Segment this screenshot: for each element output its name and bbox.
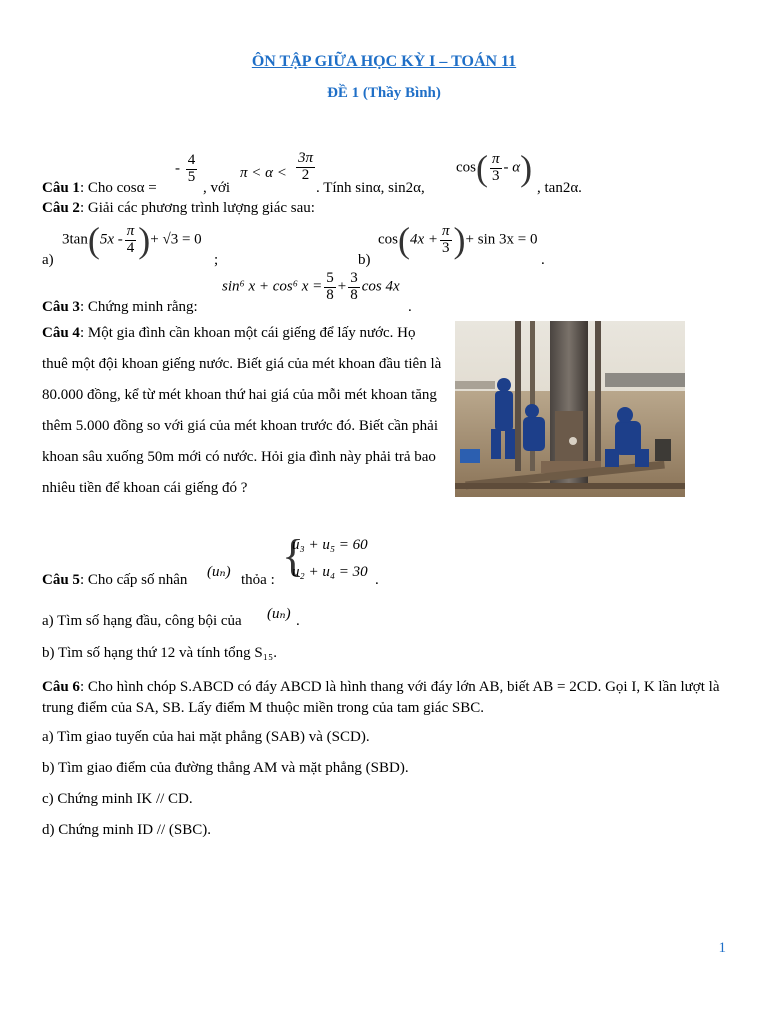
q5-label: Câu 5	[42, 572, 80, 588]
q1-cos-num: π	[492, 150, 500, 167]
q3-end: .	[408, 299, 412, 315]
q2-a-inner: 5x -	[99, 231, 123, 248]
q1-cos-expr: cos( $\frac{\pi}{3}$ - α)	[456, 148, 533, 188]
page-title: ÔN TẬP GIỮA HỌC KỲ I – TOÁN 11	[251, 53, 517, 70]
page-subtitle: ĐỀ 1 (Thầy Bình)	[327, 85, 441, 101]
q5-end: .	[375, 572, 379, 588]
q5-part-b: b) Tìm số hạng thứ 12 và tính tổng S₁₅.	[42, 645, 277, 661]
q2-a-end: ;	[214, 252, 219, 268]
q3-f1-den: 8	[326, 286, 334, 303]
q2-label: Câu 2	[42, 200, 80, 216]
q5-a-sequence: (uₙ)	[267, 606, 291, 622]
q2-b-end: .	[541, 252, 545, 268]
q1-text-2: , với	[203, 180, 231, 196]
q1-cos-minus: - α	[503, 159, 521, 176]
q2-a-label: a)	[42, 252, 54, 268]
q1-text-4: , tan2α.	[537, 180, 582, 196]
q3-f2-den: 8	[350, 286, 358, 303]
q5-text-1: : Cho cấp số nhân	[79, 572, 188, 588]
q6-part-b: b) Tìm giao điểm của đường thẳng AM và mặt phẳng (SBD).	[42, 760, 409, 776]
q6-label: Câu 6	[42, 679, 80, 695]
q1-ineq-num: 3π	[298, 150, 314, 166]
q1-ineq-den: 2	[301, 166, 310, 183]
q5-text-2: thỏa :	[241, 572, 275, 588]
q5-a-end: .	[296, 613, 300, 629]
q2-a-pre: 3tan	[62, 231, 88, 248]
q2-b-inner: 4x +	[410, 231, 439, 248]
q2-a-equation: 3tan(5x - $\frac{\pi}{4}$ )+ √3 = 0	[62, 220, 202, 260]
question-4	[42, 318, 442, 504]
q4-text: : Một gia đình cần khoan một cái giếng để lấy nước. Họ thuê một đội khoan giếng nước. Biết giá của mét khoan đầu tiên là 80.000 đồng, kể từ mét khoan thứ hai giá của mỗi mét khoan tăng thêm 5.000 đồng so với giá của mét khoan trước đó. Biết cần phải khoan sâu xuống 50m mới có nước. Hỏi gia đình này phải trả bao nhiêu tiền để khoan cái giếng đó ?	[42, 325, 442, 496]
q4-label: Câu 4	[42, 325, 80, 341]
q3-f2-num: 3	[350, 270, 358, 286]
q1-frac-den: 5	[187, 168, 196, 185]
q2-b-num: π	[442, 222, 450, 239]
q5-eq-1: u₃ + u₅ = 60	[292, 537, 368, 553]
q1-text-1: : Cho cosα =	[79, 180, 157, 196]
q2-a-num: π	[126, 222, 135, 239]
q1-cos-den: 3	[492, 167, 500, 184]
q2-b-label: b)	[358, 252, 371, 268]
q1-cos: cos	[456, 159, 476, 176]
q2-b-den: 3	[442, 239, 450, 256]
q1-label: Câu 1	[42, 180, 80, 196]
q2-b-equation: cos(4x + $\frac{\pi}{3}$ )+ sin 3x = 0	[378, 220, 538, 260]
q1-cos-value	[175, 153, 199, 186]
q3-label: Câu 3	[42, 299, 80, 315]
q5-sequence: (uₙ)	[207, 564, 231, 580]
q1-frac-num: 4	[187, 152, 196, 168]
q2-a-post: + √3 = 0	[150, 231, 202, 248]
page-number: 1	[718, 940, 726, 956]
q3-f1-num: 5	[326, 270, 334, 286]
q1-text-3: . Tính sinα, sin2α,	[316, 180, 425, 196]
q2-a-den: 4	[126, 239, 135, 256]
q6-part-c: c) Chứng minh IK // CD.	[42, 791, 193, 807]
q3-plus: +	[337, 278, 347, 295]
q1-minus: -	[175, 160, 180, 177]
q3-identity	[222, 271, 400, 304]
q5-eq-2: u₂ + u₄ = 30	[292, 564, 368, 580]
q6-part-d: d) Chứng minh ID // (SBC).	[42, 822, 211, 838]
q1-inequality: π < α <	[240, 165, 287, 181]
q2-b-post: + sin 3x = 0	[465, 231, 538, 248]
q6-part-a: a) Tìm giao tuyến của hai mặt phẳng (SAB) và (SCD).	[42, 729, 370, 745]
well-drilling-photo	[455, 321, 685, 497]
q1-ineq-frac	[294, 151, 317, 184]
q2-text: : Giải các phương trình lượng giác sau:	[79, 200, 315, 216]
q3-rhs: cos 4x	[361, 278, 400, 295]
q5-system-brace: {	[282, 530, 305, 581]
q2-b-pre: cos	[378, 231, 398, 248]
q6-text: : Cho hình chóp S.ABCD có đáy ABCD là hình thang với đáy lớn AB, biết AB = 2CD. Gọi I, K lần lượt là trung điểm của SA, SB. Lấy điểm M thuộc miền trong của tam giác SBC.	[42, 679, 720, 716]
q3-text: : Chứng minh rằng:	[79, 299, 198, 315]
q5-part-a: a) Tìm số hạng đầu, công bội của	[42, 613, 242, 629]
q3-lhs: sin⁶ x + cos⁶ x =	[222, 278, 323, 295]
